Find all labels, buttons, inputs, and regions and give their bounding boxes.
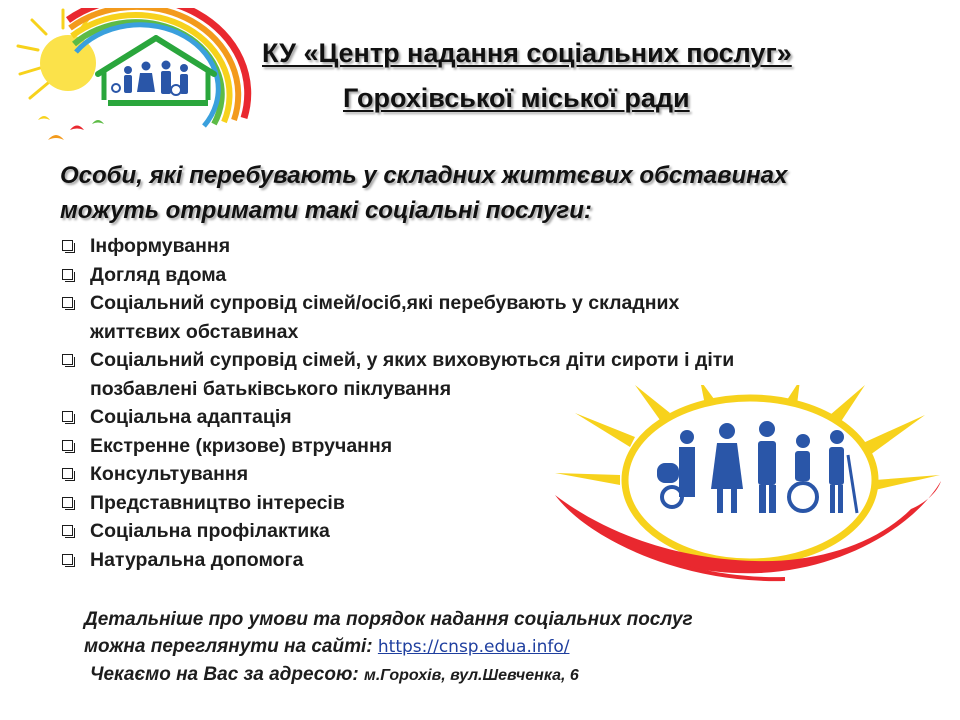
service-label-continued: позбавлені батьківського піклування xyxy=(90,377,452,400)
service-item xyxy=(62,289,902,346)
service-label: Натуральна допомога xyxy=(90,548,304,571)
checkbox-icon xyxy=(62,240,73,251)
service-item xyxy=(62,489,902,518)
checkbox-icon xyxy=(62,525,73,536)
service-item xyxy=(62,232,902,261)
intro-text xyxy=(60,158,787,228)
service-item xyxy=(62,546,902,575)
service-label: Інформування xyxy=(90,235,231,257)
service-item xyxy=(62,432,902,461)
service-label: Консультування xyxy=(90,463,249,485)
checkbox-icon xyxy=(62,411,73,422)
service-label-continued: життєвих обставинах xyxy=(90,320,299,343)
footer-line-1: Детальніше про умови та порядок надання соціальних послуг xyxy=(84,609,693,630)
service-label: Соціальний супровід сімей, у яких виховуються діти сироти і діти xyxy=(90,349,735,371)
service-label: Екстренне (кризове) втручання xyxy=(90,434,393,457)
checkbox-icon xyxy=(62,440,73,451)
service-item xyxy=(62,346,902,403)
services-list xyxy=(62,232,902,574)
title-line-2: Горохівської міської ради xyxy=(343,83,690,113)
service-label: Соціальний супровід сімей/осіб,які перебувають у складних xyxy=(90,292,680,314)
checkbox-icon xyxy=(62,554,73,565)
website-link[interactable]: https://cnsp.edua.info/ xyxy=(377,637,570,657)
intro-line-1: Особи, які перебувають у складних життєвих обставинах xyxy=(60,162,788,189)
service-label: Догляд вдома xyxy=(90,263,227,286)
sun-rainbow-house-logo xyxy=(8,8,258,158)
checkbox-icon xyxy=(62,354,73,365)
service-item xyxy=(62,261,902,290)
footer-info xyxy=(84,606,693,689)
title-line-1: КУ «Центр надання соціальних послуг» xyxy=(262,38,792,68)
service-label: Соціальна адаптація xyxy=(90,406,292,428)
checkbox-icon xyxy=(62,269,73,280)
checkbox-icon xyxy=(62,468,73,479)
service-label: Представництво інтересів xyxy=(90,491,345,514)
footer-website-label: можна переглянути на сайті: xyxy=(84,636,378,657)
intro-line-2: можуть отримати такі соціальні послуги: xyxy=(60,197,592,224)
checkbox-icon xyxy=(62,497,73,508)
service-label: Соціальна профілактика xyxy=(90,520,330,542)
address-text: м.Горохів, вул.Шевченка, 6 xyxy=(364,667,579,684)
service-item xyxy=(62,517,902,546)
service-item xyxy=(62,403,902,432)
checkbox-icon xyxy=(62,297,73,308)
footer-line-2 xyxy=(84,633,693,661)
service-item xyxy=(62,460,902,489)
footer-address-label: Чекаємо на Вас за адресою: xyxy=(90,664,365,685)
footer-line-3 xyxy=(84,661,693,689)
